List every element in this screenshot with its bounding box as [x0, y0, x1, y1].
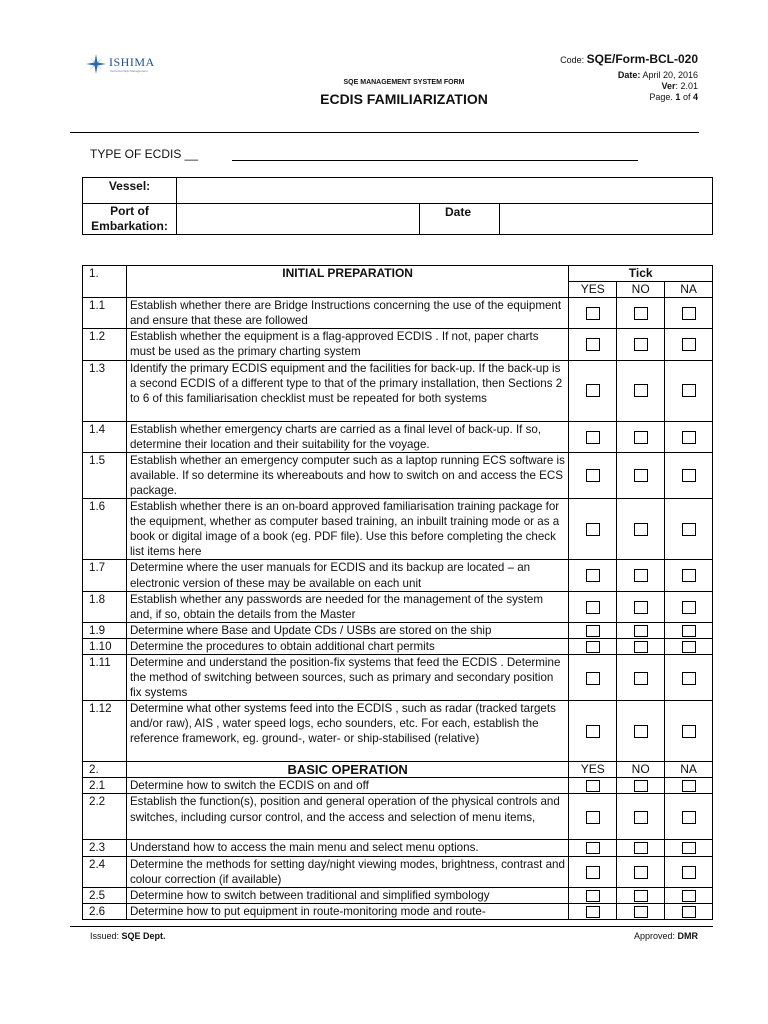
- yes-cell: [569, 499, 617, 560]
- checklist-row: [83, 654, 713, 700]
- tick-header: Tick: [569, 266, 713, 282]
- na-cell: [665, 560, 713, 591]
- no-cell: [617, 298, 665, 329]
- na-cell: [665, 622, 713, 638]
- no-checkbox[interactable]: [634, 625, 648, 637]
- checklist-row: [83, 421, 713, 452]
- logo-text: ISHIMA: [109, 54, 155, 69]
- document-control-block: [560, 54, 698, 103]
- item-description: Identify the primary ECDIS equipment and the facilities for back-up. If the back-up is a second ECDIS of a different type to that of the primary installation, then Sections 2 to 6 of this familiarisation checklist must be repeated for both systems: [126, 360, 568, 421]
- item-number: 1.9: [83, 622, 127, 638]
- section-header-row: [83, 762, 713, 778]
- no-checkbox[interactable]: [634, 890, 648, 902]
- issued-by: Issued: SQE Dept.: [90, 931, 166, 941]
- no-cell: [617, 638, 665, 654]
- item-description: Determine where Base and Update CDs / USBs are stored on the ship: [126, 622, 568, 638]
- item-number: 2.4: [83, 856, 127, 887]
- item-number: 2.1: [83, 778, 127, 794]
- header-divider: [70, 132, 699, 133]
- checklist-row: [83, 329, 713, 360]
- no-checkbox[interactable]: [634, 338, 648, 351]
- item-description: Determine the procedures to obtain additional chart permits: [126, 638, 568, 654]
- item-number: 1.4: [83, 421, 127, 452]
- item-description: Determine where the user manuals for ECDIS and its backup are located – an electronic version of these may be available on each unit: [126, 560, 568, 591]
- form-version: Ver: 2.01: [661, 81, 698, 91]
- item-description: Determine and understand the position-fix systems that feed the ECDIS . Determine the method of switching between sources, such as primary and secondary position fix systems: [126, 654, 568, 700]
- port-of-embarkation-label: Port of Embarkation:: [83, 204, 177, 235]
- item-number: 1.6: [83, 499, 127, 560]
- na-cell: [665, 778, 713, 794]
- na-cell: [665, 499, 713, 560]
- yes-cell: [569, 591, 617, 622]
- no-cell: [617, 840, 665, 856]
- no-checkbox[interactable]: [634, 842, 648, 854]
- yes-cell: [569, 856, 617, 887]
- vessel-field[interactable]: [177, 178, 713, 204]
- item-number: 1.5: [83, 452, 127, 498]
- yes-cell: [569, 903, 617, 919]
- na-checkbox[interactable]: [682, 523, 696, 536]
- no-cell: [617, 654, 665, 700]
- checklist-row: [83, 499, 713, 560]
- yes-checkbox[interactable]: [586, 725, 600, 738]
- checklist-row: [83, 903, 713, 919]
- na-checkbox[interactable]: [682, 384, 696, 397]
- na-checkbox[interactable]: [682, 725, 696, 738]
- no-checkbox[interactable]: [634, 384, 648, 397]
- checklist-row: [83, 856, 713, 887]
- page-number: Page. 1 of 4: [649, 92, 698, 102]
- na-checkbox[interactable]: [682, 811, 696, 824]
- yes-cell: [569, 360, 617, 421]
- yes-cell: [569, 638, 617, 654]
- checklist-row: [83, 887, 713, 903]
- item-description: Determine the methods for setting day/night viewing modes, brightness, contrast and colour correction (if available): [126, 856, 568, 887]
- item-number: 1.11: [83, 654, 127, 700]
- yes-cell: [569, 887, 617, 903]
- compass-star-icon: [86, 54, 106, 74]
- checklist-row: [83, 622, 713, 638]
- item-number: 1.1: [83, 298, 127, 329]
- section-number: 1.: [83, 266, 127, 298]
- no-checkbox[interactable]: [634, 906, 648, 918]
- na-checkbox[interactable]: [682, 601, 696, 614]
- item-number: 1.7: [83, 560, 127, 591]
- item-description: Establish whether there are Bridge Instructions concerning the use of the equipment and ensure that these are followed: [126, 298, 568, 329]
- na-checkbox[interactable]: [682, 842, 696, 854]
- yes-cell: [569, 794, 617, 840]
- item-number: 1.10: [83, 638, 127, 654]
- yes-checkbox[interactable]: [586, 672, 600, 685]
- na-cell: [665, 794, 713, 840]
- checklist-row: [83, 360, 713, 421]
- item-number: 2.3: [83, 840, 127, 856]
- no-cell: [617, 360, 665, 421]
- yes-checkbox[interactable]: [586, 307, 600, 320]
- form-date: Date: April 20, 2016: [617, 70, 698, 80]
- item-description: Understand how to access the main menu and select menu options.: [126, 840, 568, 856]
- yes-cell: [569, 329, 617, 360]
- yes-column-header: YES: [569, 762, 617, 778]
- vessel-info-table: [82, 177, 713, 235]
- yes-checkbox[interactable]: [586, 431, 600, 444]
- na-checkbox[interactable]: [682, 780, 696, 792]
- yes-column-header: YES: [569, 282, 617, 298]
- yes-cell: [569, 622, 617, 638]
- section-header-row: [83, 266, 713, 282]
- checklist-row: [83, 591, 713, 622]
- na-column-header: NA: [665, 282, 713, 298]
- checklist-row: [83, 778, 713, 794]
- na-checkbox[interactable]: [682, 906, 696, 918]
- item-number: 1.12: [83, 701, 127, 762]
- na-cell: [665, 591, 713, 622]
- na-checkbox[interactable]: [682, 866, 696, 879]
- yes-checkbox[interactable]: [586, 523, 600, 536]
- no-checkbox[interactable]: [634, 601, 648, 614]
- yes-checkbox[interactable]: [586, 469, 600, 482]
- no-cell: [617, 701, 665, 762]
- na-cell: [665, 654, 713, 700]
- na-cell: [665, 329, 713, 360]
- yes-cell: [569, 452, 617, 498]
- yes-checkbox[interactable]: [586, 780, 600, 792]
- na-cell: [665, 903, 713, 919]
- na-checkbox[interactable]: [682, 469, 696, 482]
- yes-checkbox[interactable]: [586, 890, 600, 902]
- yes-cell: [569, 421, 617, 452]
- na-cell: [665, 840, 713, 856]
- item-description: Establish whether the equipment is a flag-approved ECDIS . If not, paper charts must be used as the primary charting system: [126, 329, 568, 360]
- item-description: Establish whether emergency charts are carried as a final level of back-up. If so, determine their location and their suitability for the voyage.: [126, 421, 568, 452]
- no-checkbox[interactable]: [634, 725, 648, 738]
- no-cell: [617, 591, 665, 622]
- no-checkbox[interactable]: [634, 569, 648, 582]
- checklist-row: [83, 560, 713, 591]
- checklist-row: [83, 638, 713, 654]
- yes-cell: [569, 560, 617, 591]
- no-cell: [617, 560, 665, 591]
- item-description: Establish whether there is an on-board approved familiarisation training package for the equipment, whether as computer based training, an inbuilt training mode or as a book or digital image of a book (eg. PDF file). Use this before completing the check list items here: [126, 499, 568, 560]
- item-number: 2.2: [83, 794, 127, 840]
- no-column-header: NO: [617, 282, 665, 298]
- yes-checkbox[interactable]: [586, 866, 600, 879]
- na-column-header: NA: [665, 762, 713, 778]
- yes-cell: [569, 298, 617, 329]
- no-checkbox[interactable]: [634, 523, 648, 536]
- na-cell: [665, 421, 713, 452]
- yes-checkbox[interactable]: [586, 384, 600, 397]
- na-checkbox[interactable]: [682, 431, 696, 444]
- no-checkbox[interactable]: [634, 469, 648, 482]
- yes-checkbox[interactable]: [586, 338, 600, 351]
- section-number: 2.: [83, 762, 127, 778]
- no-checkbox[interactable]: [634, 811, 648, 824]
- yes-cell: [569, 778, 617, 794]
- na-checkbox[interactable]: [682, 307, 696, 320]
- checklist-row: [83, 701, 713, 762]
- date-label: Date: [420, 204, 500, 235]
- no-cell: [617, 499, 665, 560]
- form-label: SQE MANAGEMENT SYSTEM FORM: [343, 79, 465, 86]
- approved-by: Approved: DMR: [633, 931, 698, 941]
- company-logo: [86, 54, 155, 74]
- checklist-row: [83, 840, 713, 856]
- na-checkbox[interactable]: [682, 672, 696, 685]
- checklist-row: [83, 298, 713, 329]
- no-cell: [617, 794, 665, 840]
- footer-divider: [70, 926, 713, 927]
- form-title: ECDIS FAMILIARIZATION: [320, 91, 488, 107]
- yes-cell: [569, 840, 617, 856]
- no-cell: [617, 329, 665, 360]
- yes-cell: [569, 654, 617, 700]
- section-title: BASIC OPERATION: [126, 762, 568, 778]
- na-cell: [665, 638, 713, 654]
- section-title: INITIAL PREPARATION: [126, 266, 568, 298]
- yes-checkbox[interactable]: [586, 842, 600, 854]
- item-description: Determine how to switch the ECDIS on and off: [126, 778, 568, 794]
- no-cell: [617, 452, 665, 498]
- item-description: Establish whether an emergency computer such as a laptop running ECS software is available. If so determine its whereabouts and how to switch on and access the ECS package.: [126, 452, 568, 498]
- yes-checkbox[interactable]: [586, 569, 600, 582]
- no-checkbox[interactable]: [634, 866, 648, 879]
- item-description: Establish whether any passwords are needed for the management of the system and, if so, obtain the details from the Master: [126, 591, 568, 622]
- na-checkbox[interactable]: [682, 338, 696, 351]
- item-number: 1.8: [83, 591, 127, 622]
- na-cell: [665, 452, 713, 498]
- no-cell: [617, 887, 665, 903]
- no-checkbox[interactable]: [634, 780, 648, 792]
- yes-cell: [569, 701, 617, 762]
- form-code: Code: SQE/Form-BCL-020: [560, 52, 698, 66]
- type-of-ecdis-label: TYPE OF ECDIS __: [90, 147, 199, 161]
- na-cell: [665, 887, 713, 903]
- no-cell: [617, 903, 665, 919]
- no-checkbox[interactable]: [634, 672, 648, 685]
- na-checkbox[interactable]: [682, 569, 696, 582]
- no-column-header: NO: [617, 762, 665, 778]
- logo-tagline: Technical Ship Management: [110, 69, 148, 73]
- yes-checkbox[interactable]: [586, 811, 600, 824]
- no-checkbox[interactable]: [634, 431, 648, 444]
- vessel-label: Vessel:: [83, 178, 177, 204]
- no-cell: [617, 622, 665, 638]
- checklist-row: [83, 452, 713, 498]
- checklist-table: [82, 265, 713, 920]
- port-of-embarkation-field[interactable]: [177, 204, 420, 235]
- item-description: Establish the function(s), position and general operation of the physical controls and switches, including cursor control, and the access and selection of menu items,: [126, 794, 568, 840]
- yes-checkbox[interactable]: [586, 641, 600, 653]
- na-checkbox[interactable]: [682, 890, 696, 902]
- item-number: 2.5: [83, 887, 127, 903]
- no-checkbox[interactable]: [634, 307, 648, 320]
- no-cell: [617, 856, 665, 887]
- na-checkbox[interactable]: [682, 641, 696, 653]
- na-cell: [665, 360, 713, 421]
- no-cell: [617, 778, 665, 794]
- date-field[interactable]: [500, 204, 713, 235]
- item-number: 1.3: [83, 360, 127, 421]
- type-of-ecdis-field[interactable]: [232, 160, 638, 161]
- item-number: 2.6: [83, 903, 127, 919]
- na-cell: [665, 856, 713, 887]
- no-checkbox[interactable]: [634, 641, 648, 653]
- yes-checkbox[interactable]: [586, 625, 600, 637]
- na-cell: [665, 298, 713, 329]
- yes-checkbox[interactable]: [586, 601, 600, 614]
- item-number: 1.2: [83, 329, 127, 360]
- na-cell: [665, 701, 713, 762]
- na-checkbox[interactable]: [682, 625, 696, 637]
- item-description: Determine what other systems feed into the ECDIS , such as radar (tracked targets and/or raw), AIS , water speed logs, echo sounders, etc. For each, establish the reference framework, eg. ground-, water- or ship-stabilised (relative): [126, 701, 568, 762]
- no-cell: [617, 421, 665, 452]
- checklist-row: [83, 794, 713, 840]
- yes-checkbox[interactable]: [586, 906, 600, 918]
- item-description: Determine how to put equipment in route-monitoring mode and route-: [126, 903, 568, 919]
- item-description: Determine how to switch between traditional and simplified symbology: [126, 887, 568, 903]
